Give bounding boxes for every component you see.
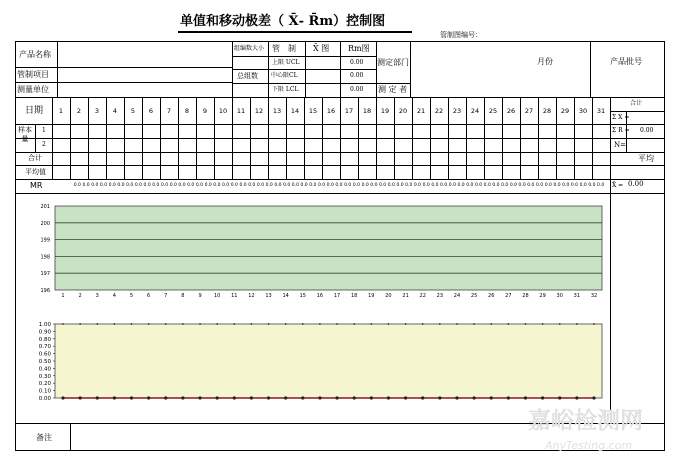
ucl-value: 0.00 [350, 59, 364, 66]
mr-value: 0.0 [597, 183, 605, 188]
cl-label: 中心限CL [271, 72, 298, 79]
xbar-xtick: 31 [573, 293, 581, 299]
mr-value: 0.0 [265, 183, 273, 188]
mr-value: 0.0 [387, 183, 395, 188]
rm-top-marker [439, 323, 441, 325]
sum-x-label: Σ X = [612, 114, 630, 121]
xbar-xtick: 18 [351, 293, 358, 299]
mr-value: 0.0 [518, 183, 526, 188]
cl-value: 0.00 [350, 72, 364, 79]
day-label: 26 [506, 107, 516, 115]
xbar-eq-label: X̄ = [612, 182, 624, 189]
day-label: 24 [470, 107, 480, 115]
rm-top-marker [559, 323, 561, 325]
avg-label: 平均值 [25, 168, 46, 176]
day-label: 31 [596, 107, 606, 115]
day-label: 22 [434, 107, 444, 115]
mr-value: 0.0 [82, 183, 90, 188]
rm-top-marker [422, 323, 424, 325]
ucl-label: 上限 UCL [272, 59, 300, 66]
rm-data-point [524, 396, 527, 399]
sum-r-value: 0.00 [640, 127, 654, 134]
mr-value: 0.0 [562, 183, 570, 188]
mr-value: 0.0 [483, 183, 491, 188]
day-label: 14 [290, 107, 300, 115]
rm-data-point [455, 396, 458, 399]
rm-data-point [61, 396, 64, 399]
xbar-xtick: 2 [78, 293, 82, 299]
month-label: 月份 [537, 57, 553, 66]
mr-value: 0.0 [535, 183, 544, 188]
rm-data-point [335, 396, 338, 399]
xbar-ytick: 198 [40, 254, 50, 261]
n-label: N= [614, 141, 626, 149]
mr-value: 0.0 [222, 183, 230, 188]
day-label: 1 [58, 107, 64, 115]
subgroup-size-label: 组编数大小 [234, 45, 265, 52]
rm-top-marker [96, 323, 98, 325]
day-label: 13 [272, 107, 282, 115]
mr-value: 0.0 [91, 183, 99, 188]
day-label: 2 [76, 107, 82, 115]
rm-top-marker [251, 323, 253, 325]
day-label: 19 [380, 107, 390, 115]
mr-value: 0.0 [169, 183, 177, 188]
product-name-label: 产品名称 [19, 50, 51, 59]
xbar-xtick: 17 [333, 293, 341, 299]
rm-ytick: 0.60 [38, 351, 51, 358]
mr-value: 0.0 [117, 183, 125, 188]
rm-top-marker [268, 323, 270, 325]
mr-value: 0.0 [431, 183, 439, 188]
rm-plot-area [55, 324, 602, 398]
xbar-xtick: 3 [95, 293, 99, 299]
rm-top-marker [405, 323, 407, 325]
mr-value: 0.0 [195, 183, 204, 188]
rm-data-point [216, 396, 219, 399]
mr-value: 0.0 [396, 183, 404, 188]
rm-data-point [370, 396, 373, 399]
day-label: 23 [452, 107, 462, 115]
rm-ytick: 0.50 [38, 359, 51, 365]
rm-data-point [250, 396, 253, 399]
xbar-xtick: 29 [539, 293, 546, 299]
xbar-ytick: 197 [40, 271, 50, 278]
rm-data-point [301, 396, 304, 399]
rm-ytick: 0.00 [38, 396, 51, 402]
rm-data-point [267, 396, 270, 399]
mr-value: 0.0 [274, 183, 282, 188]
rm-top-marker [131, 323, 133, 325]
sample-label: 样本量 [18, 126, 32, 143]
rm-ytick: 0.20 [38, 381, 51, 388]
mr-value: 0.0 [553, 183, 561, 188]
mr-value: 0.0 [361, 183, 369, 188]
xbar-xtick: 4 [112, 293, 116, 299]
mr-value: 0.0 [344, 183, 352, 188]
rm-top-marker [456, 323, 458, 325]
mr-value: 0.0 [544, 183, 552, 188]
mr-value: 0.0 [178, 183, 186, 188]
rm-top-marker [165, 323, 167, 325]
chart-number-label: 管制图编号： [440, 31, 482, 39]
date-label: 日期 [25, 106, 44, 116]
rm-data-point [592, 396, 595, 399]
mr-value: 0.0 [108, 183, 116, 188]
mr-value: 0.0 [126, 183, 134, 188]
xbar-xtick: 19 [368, 293, 375, 299]
mr-value: 0.0 [413, 183, 422, 188]
xbar-xtick: 13 [265, 293, 272, 299]
mr-value: 0.0 [326, 183, 334, 188]
day-label: 8 [184, 107, 190, 115]
rm-top-marker [490, 323, 492, 325]
day-label: 17 [344, 107, 354, 115]
xbar-xtick: 23 [436, 293, 444, 299]
total-label: 合计 [630, 100, 643, 107]
xbar-xtick: 9 [198, 293, 202, 299]
mr-value: 0.0 [152, 183, 160, 188]
xbar-xtick: 16 [316, 293, 324, 299]
mr-value: 0.0 [474, 183, 483, 188]
rm-data-point [198, 396, 201, 399]
xbar-xtick: 12 [248, 293, 255, 299]
rm-data-point [164, 396, 167, 399]
rm-data-point [233, 396, 236, 399]
xbar-chart-header: X̄ 图 [313, 44, 330, 53]
rm-data-point [96, 396, 99, 399]
xbar-xtick: 8 [181, 293, 185, 299]
mr-value: 0.0 [448, 183, 456, 188]
rm-chart [30, 318, 608, 408]
rm-top-marker [148, 323, 150, 325]
rm-data-point [507, 396, 510, 399]
xbar-xtick: 30 [556, 293, 563, 299]
day-label: 21 [416, 107, 426, 115]
xbar-xtick: 11 [231, 293, 238, 299]
watermark-en: AnyTesting.com [545, 439, 633, 452]
rm-top-marker [233, 323, 235, 325]
rm-ytick: 0.30 [38, 373, 51, 380]
mr-value: 0.0 [570, 183, 579, 188]
day-label: 3 [94, 107, 100, 115]
mr-value: 0.0 [256, 183, 265, 188]
rm-data-point [353, 396, 356, 399]
rm-top-marker [182, 323, 184, 325]
sum-r-label: Σ R = [612, 127, 630, 134]
rm-data-point [541, 396, 544, 399]
rm-top-marker [388, 323, 390, 325]
rm-data-point [147, 396, 150, 399]
rm-top-marker [113, 323, 115, 325]
batch-no-label: 产品批号 [610, 57, 642, 66]
mr-value: 0.0 [187, 183, 195, 188]
rm-top-marker [593, 323, 595, 325]
rm-data-point [575, 396, 578, 399]
measure-dept-label: 测定部门 [377, 58, 409, 67]
rm-data-point [130, 396, 133, 399]
mr-value: 0.0 [160, 183, 169, 188]
rm-data-point [558, 396, 561, 399]
xbar-xtick: 32 [590, 293, 598, 299]
xbar-xtick: 25 [470, 293, 478, 299]
xbar-ytick: 201 [40, 204, 50, 210]
mr-value: 0.0 [230, 183, 238, 188]
xbar-value: 0.00 [628, 180, 644, 188]
xbar-xtick: 5 [129, 293, 134, 299]
mr-value: 0.0 [527, 183, 535, 188]
day-label: 11 [236, 107, 246, 115]
mr-value: 0.0 [300, 183, 308, 188]
rm-top-marker [507, 323, 509, 325]
mr-value: 0.0 [457, 183, 465, 188]
mean-label: 平均 [638, 154, 654, 163]
rm-data-point [438, 396, 441, 399]
rm-data-point [113, 396, 116, 399]
watermark-cn: 嘉峪检测网 [528, 408, 643, 434]
xbar-xtick: 21 [402, 293, 409, 299]
rm-data-point [472, 396, 475, 399]
xbar-xtick: 7 [164, 293, 168, 299]
mr-value: 0.0 [317, 183, 326, 188]
rm-top-marker [199, 323, 201, 325]
xbar-ytick: 199 [40, 237, 50, 244]
mr-value: 0.0 [309, 183, 317, 188]
rm-top-marker [285, 323, 287, 325]
rm-top-marker [353, 323, 355, 325]
rm-ytick: 1.00 [38, 322, 51, 328]
xbar-plot-area [55, 206, 602, 290]
rm-data-point [181, 396, 184, 399]
xbar-xtick: 6 [147, 293, 151, 299]
mr-value: 0.0 [99, 183, 108, 188]
rm-ytick: 0.90 [38, 329, 51, 336]
day-label: 10 [218, 107, 228, 115]
rm-top-marker [302, 323, 304, 325]
day-label: 29 [560, 107, 570, 115]
mr-value: 0.0 [213, 183, 221, 188]
mr-value: 0.0 [579, 183, 587, 188]
rm-top-marker [542, 323, 544, 325]
xbar-xtick: 1 [61, 293, 65, 299]
day-label: 27 [524, 107, 534, 115]
title-underline [178, 31, 412, 33]
rm-top-marker [473, 323, 475, 325]
day-label: 20 [398, 107, 408, 115]
mr-value: 0.0 [73, 183, 81, 188]
rm-top-marker [370, 323, 372, 325]
day-label: 4 [112, 107, 118, 115]
rm-data-point [404, 396, 407, 399]
rm-top-marker [216, 323, 218, 325]
rm-ytick: 0.80 [38, 336, 51, 343]
day-label: 15 [308, 107, 318, 115]
xbar-chart [30, 198, 608, 303]
sum-label: 合计 [28, 154, 42, 162]
day-label: 16 [326, 107, 336, 115]
rm-top-marker [62, 323, 64, 325]
mr-label: MR [30, 181, 43, 190]
rm-top-marker [319, 323, 321, 325]
rm-data-point [318, 396, 321, 399]
remarks-label: 备注 [36, 433, 52, 442]
xbar-xtick: 10 [213, 293, 221, 299]
total-groups-label: 总组数 [237, 72, 258, 80]
mr-value: 0.0 [492, 183, 500, 188]
sample-row-2: 2 [42, 141, 46, 148]
rm-data-point [79, 396, 82, 399]
xbar-xtick: 22 [419, 293, 426, 299]
xbar-ytick: 196 [40, 288, 50, 294]
day-label: 18 [362, 107, 372, 115]
rm-data-point [284, 396, 287, 399]
measure-unit-label: 测量单位 [17, 85, 49, 94]
mr-value: 0.0 [352, 183, 361, 188]
rm-top-marker [576, 323, 578, 325]
mr-value: 0.0 [509, 183, 517, 188]
mr-value: 0.0 [440, 183, 448, 188]
day-label: 7 [166, 107, 172, 115]
lcl-value: 0.00 [350, 86, 364, 93]
lcl-label: 下限 LCL [272, 86, 299, 93]
mr-value: 0.0 [143, 183, 151, 188]
day-label: 30 [578, 107, 588, 115]
mr-value: 0.0 [379, 183, 387, 188]
mr-value: 0.0 [239, 183, 247, 188]
mr-value: 0.0 [466, 183, 474, 188]
mr-value: 0.0 [204, 183, 212, 188]
control-item-label: 管制项目 [17, 70, 49, 79]
xbar-xtick: 15 [299, 293, 306, 299]
rm-top-marker [336, 323, 338, 325]
xbar-xtick: 26 [488, 293, 495, 299]
rm-ytick: 0.40 [38, 366, 51, 373]
rm-top-marker [79, 323, 81, 325]
day-label: 12 [254, 107, 264, 115]
measurer-label: 测 定 者 [378, 85, 408, 94]
mr-value: 0.0 [501, 183, 509, 188]
mr-value: 0.0 [370, 183, 378, 188]
rm-ytick: 0.70 [38, 344, 51, 351]
day-label: 25 [488, 107, 498, 115]
day-label: 28 [542, 107, 552, 115]
rm-ytick: 0.10 [38, 388, 51, 395]
mr-value: 0.0 [283, 183, 291, 188]
day-label: 5 [130, 107, 136, 115]
mr-value: 0.0 [422, 183, 430, 188]
rm-data-point [490, 396, 493, 399]
xbar-xtick: 28 [522, 293, 529, 299]
rm-data-point [387, 396, 390, 399]
mr-value: 0.0 [291, 183, 299, 188]
rm-chart-header: Rm图 [348, 44, 370, 53]
mr-value: 0.0 [335, 183, 343, 188]
xbar-xtick: 27 [505, 293, 512, 299]
day-label: 6 [148, 107, 154, 115]
sample-row-1: 1 [42, 127, 46, 134]
mr-value: 0.0 [588, 183, 596, 188]
mr-value: 0.0 [405, 183, 413, 188]
day-label: 9 [202, 107, 208, 115]
xbar-xtick: 14 [282, 293, 289, 299]
xbar-xtick: 20 [385, 293, 392, 299]
mr-value: 0.0 [134, 183, 142, 188]
xbar-xtick: 24 [453, 293, 461, 299]
xbar-ytick: 200 [40, 220, 50, 227]
mr-value: 0.0 [248, 183, 256, 188]
page-title: 单值和移动极差（ X̄- R̄m）控制图 [180, 14, 386, 29]
control-label: 管 制 [272, 44, 296, 53]
rm-top-marker [525, 323, 527, 325]
rm-data-point [421, 396, 424, 399]
